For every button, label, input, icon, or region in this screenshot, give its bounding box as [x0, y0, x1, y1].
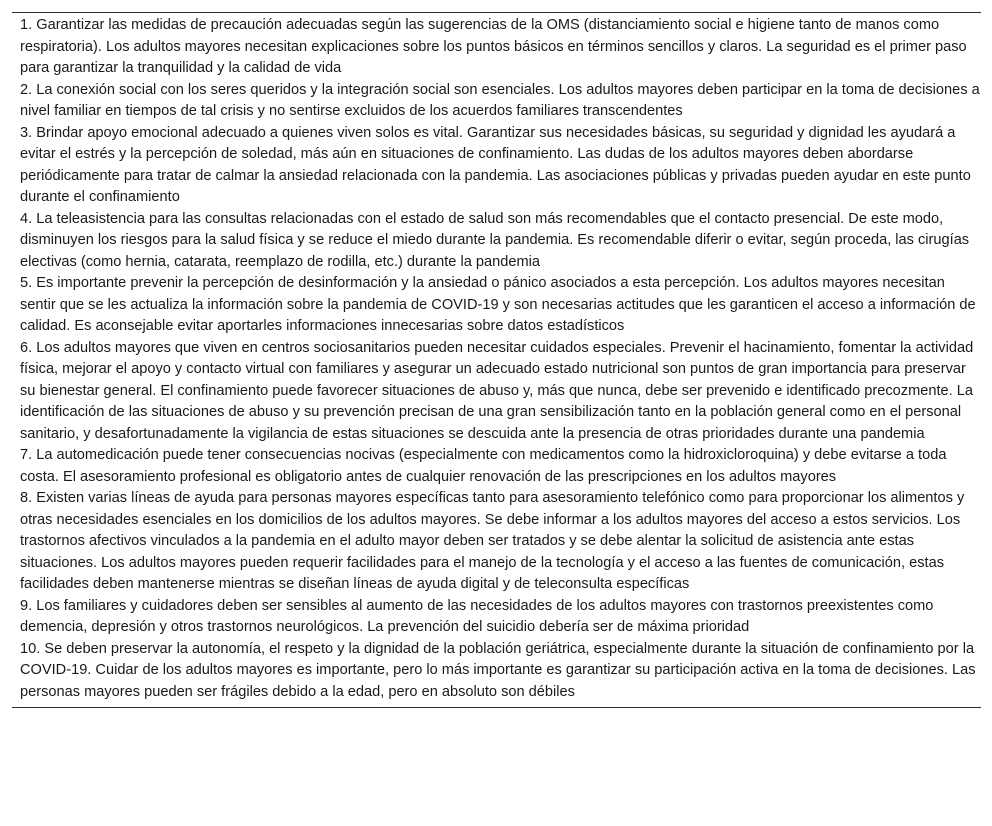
recommendation-item-1: 1. Garantizar las medidas de precaución adecuadas según las sugerencias de la OMS (distanciamiento social e higiene tanto de manos como respiratoria). Los adultos mayores necesitan explicaciones sobre los puntos básicos en términos sencillos y claros. La seguridad es el primer paso para garantizar la tranquilidad y la calidad de vida	[20, 17, 967, 76]
recommendation-item-2: 2. La conexión social con los seres queridos y la integración social son esenciales. Los adultos mayores deben participar en la toma de decisiones a nivel familiar en tiempos de tal crisis y no sentirse excluidos de los acuerdos familiares transcendentes	[20, 81, 980, 119]
recommendation-item-9: 9. Los familiares y cuidadores deben ser sensibles al aumento de las necesidades de los adultos mayores con trastornos preexistentes como demencia, depresión y otros trastornos neurológicos. La prevención del suicidio debería ser de máxima prioridad	[20, 597, 934, 635]
recommendation-item-4: 4. La teleasistencia para las consultas relacionadas con el estado de salud son más recomendables que el contacto presencial. De este modo, disminuyen los riesgos para la salud física y se reduce el miedo durante la pandemia. Es recomendable diferir o evitar, según proceda, las cirugías electivas (como hernia, catarata, reemplazo de rodilla, etc.) durante la pandemia	[20, 210, 970, 270]
recommendation-item-5: 5. Es importante prevenir la percepción de desinformación y la ansiedad o pánico asociados a esta percepción. Los adultos mayores necesitan sentir que se les actualiza la información sobre la pandemia de COVID-19 y son necesarias actitudes que les garanticen el acceso a información de calidad. Es aconsejable evitar aportarles informaciones innecesarias sobre datos estadísticos	[20, 275, 976, 334]
recommendations-table	[12, 12, 981, 708]
recommendation-item-3: 3. Brindar apoyo emocional adecuado a quienes viven solos es vital. Garantizar sus necesidades básicas, su seguridad y dignidad les ayudará a evitar el estrés y la percepción de soledad, más aún en situaciones de confinamiento. Las dudas de los adultos mayores deben abordarse periódicamente para tratar de calmar la ansiedad relacionada con la pandemia. Las asociaciones públicas y privadas pueden ayudar en este punto durante el confinamiento	[20, 124, 971, 205]
recommendation-item-7: 7. La automedicación puede tener consecuencias nocivas (especialmente con medicamentos como la hidroxicloroquina) y debe evitarse a toda costa. El asesoramiento profesional es obligatorio antes de cualquier renovación de las prescripciones en los adultos mayores	[20, 447, 947, 485]
recommendation-item-6: 6. Los adultos mayores que viven en centros sociosanitarios pueden necesitar cuidados especiales. Prevenir el hacinamiento, fomentar la actividad física, mejorar el apoyo y contacto virtual con familiares y asegurar un adecuado estado nutricional son puntos de gran importancia para preservar su bienestar general. El confinamiento puede favorecer situaciones de abuso y, más que nunca, debe ser prevenido e identificado precozmente. La identificación de las situaciones de abuso y su prevención precisan de una gran sensibilización tanto en la población general como en el personal sanitario, y desafortunadamente la vigilancia de estas situaciones se descuida ante la presencia de otras prioridades durante una pandemia	[20, 339, 974, 442]
recommendation-item-8: 8. Existen varias líneas de ayuda para personas mayores específicas tanto para asesoramiento telefónico como para proporcionar los alimentos y otras necesidades esenciales en los domicilios de los adultos mayores. Se debe informar a los adultos mayores del acceso a estos servicios. Los trastornos afectivos vinculados a la pandemia en el adulto mayor deben ser tratados y se debe alentar la solicitud de asistencia ante estas situaciones. Los adultos mayores pueden requerir facilidades para el manejo de la tecnología y el acceso a las fuentes de comunicación, estas facilidades deben mantenerse mientras se diseñan líneas de ayuda digital y de teleconsulta específicas	[20, 490, 965, 592]
recommendation-item-10: 10. Se deben preservar la autonomía, el respeto y la dignidad de la población geriátrica, especialmente durante la situación de confinamiento por la COVID-19. Cuidar de los adultos mayores es importante, pero lo más importante es garantizar su participación activa en la toma de decisiones. Las personas mayores pueden ser frágiles debido a la edad, pero en absoluto son débiles	[20, 640, 976, 700]
